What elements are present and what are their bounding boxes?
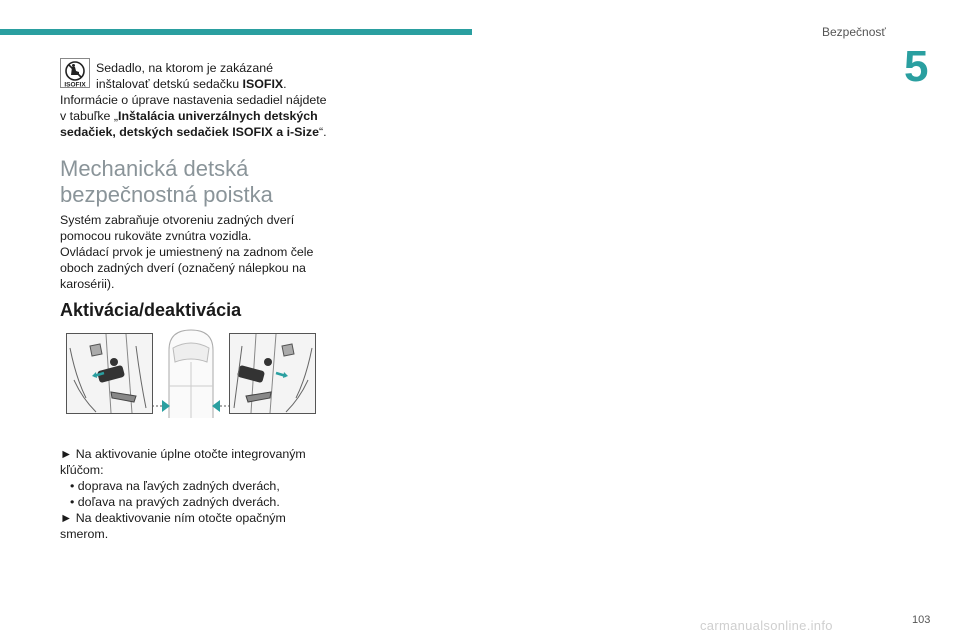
instruction-activate-cont: kľúčom: [60, 463, 104, 478]
section-title-line-2: bezpečnostná poistka [60, 182, 273, 207]
section-para-line: Ovládací prvok je umiestnený na zadnom čele [60, 245, 314, 259]
isofix-line-4 [60, 108, 318, 124]
right-door-panel [230, 334, 316, 414]
isofix-bold: ISOFIX [242, 77, 284, 91]
section-para-line: pomocou rukoväte zvnútra vozidla. [60, 229, 252, 243]
isofix-line-2-text: inštalovať detskú sedačku [96, 77, 243, 91]
child-lock-illustration [66, 328, 316, 420]
car-top-view [152, 330, 229, 418]
instruction-left-door: • doprava na ľavých zadných dverách, [70, 479, 280, 494]
section-para-line: Systém zabraňuje otvoreniu zadných dverí [60, 213, 295, 227]
isofix-forbidden-icon [60, 58, 90, 88]
isofix-line-2 [96, 76, 287, 92]
subsection-title: Aktivácia/deaktivácia [60, 300, 242, 320]
section-para-line: karosérii). [60, 277, 115, 291]
instruction-deactivate: ► Na deaktivovanie ním otočte opačným [60, 511, 286, 526]
instruction-deactivate-cont: smerom. [60, 527, 109, 542]
isofix-line-5 [60, 124, 327, 140]
page-number: 103 [912, 614, 931, 626]
instruction-activate: ► Na aktivovanie úplne otočte integrovaným [60, 447, 306, 462]
isofix-line-5-suffix: “. [318, 125, 327, 139]
isofix-line-3: Informácie o úprave nastavenia sedadiel nájdete [60, 93, 327, 107]
section-para-line: oboch zadných dverí (označený nálepkou na [60, 261, 306, 275]
left-door-panel [67, 334, 153, 414]
watermark: carmanualsonline.info [700, 618, 833, 633]
isofix-line-1: Sedadlo, na ktorom je zakázané [96, 61, 274, 75]
section-title-line-1: Mechanická detská [60, 156, 249, 181]
chapter-title: Bezpečnosť [822, 25, 886, 39]
header-rule [0, 29, 472, 35]
section-title [60, 156, 273, 208]
isofix-line-5-bold: sedačiek, detských sedačiek ISOFIX a i-Size [60, 125, 319, 139]
chapter-number: 5 [904, 42, 929, 91]
isofix-icon-label: ISOFIX [64, 81, 86, 88]
isofix-line-4-bold: Inštalácia univerzálnych detských [118, 109, 318, 123]
isofix-line-2-suffix: . [283, 77, 287, 91]
isofix-line-4-text: v tabuľke „ [60, 109, 119, 123]
instruction-right-door: • doľava na pravých zadných dverách. [70, 495, 280, 510]
